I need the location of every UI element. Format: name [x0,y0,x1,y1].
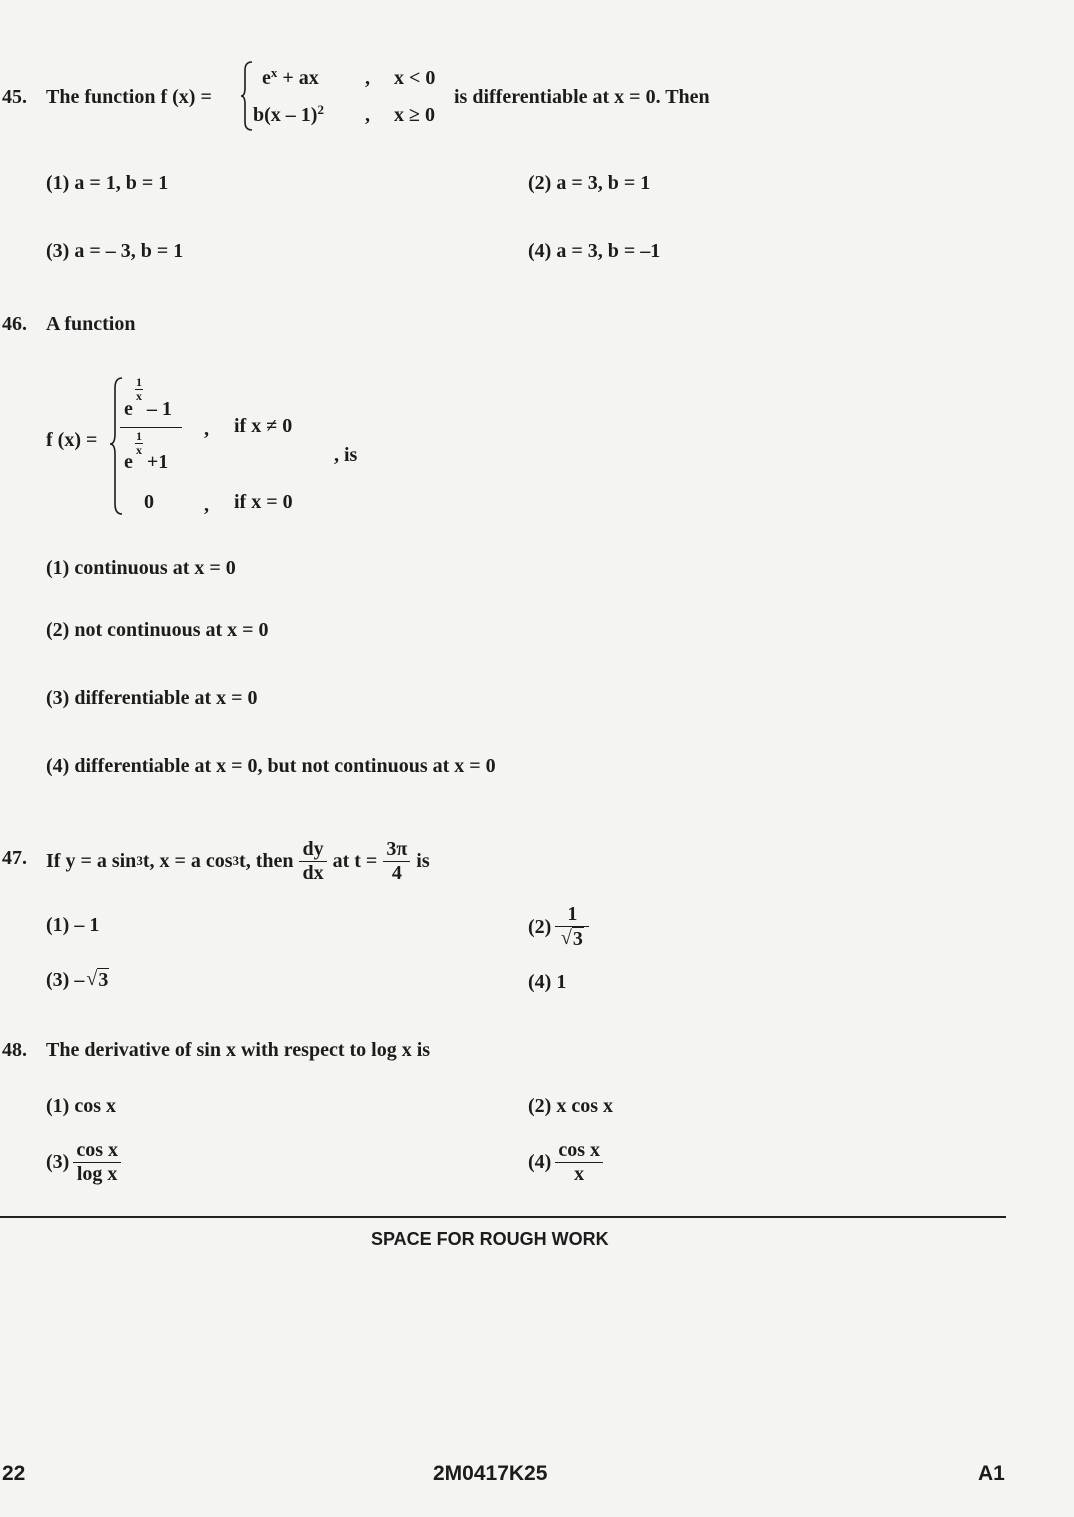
q46-case2-sep: , [204,494,209,516]
q46-den-exponent: 1 x [136,429,142,457]
q45-option-4[interactable]: (4) a = 3, b = –1 [528,240,661,262]
q45-brace [240,60,254,132]
q48-option-2[interactable]: (2) x cos x [528,1095,613,1117]
q45-case2-expr: b(x – 1)$^2$ [253,102,324,126]
rough-work-divider [0,1216,1006,1218]
page-number: 22 [2,1462,26,1485]
q46-fraction-bar [120,427,182,428]
q46-fx-label: f (x) = [46,429,98,451]
q45-case1-expr: $e^x$ + ax [262,65,319,89]
q47-number: 47. [2,847,27,869]
q45-lead: The function f (x) = [46,86,212,108]
q45-option-3[interactable]: (3) a = – 3, b = 1 [46,240,184,262]
q47-stem: If y = a sin 3 t, x = a cos 3 t, then $\frac{dy}{dx}$ at t = $\frac{3\pi}{4}$ is [46,837,430,884]
q47-option-2[interactable]: (2) 1 √ 3 [528,896,591,958]
q48-option-4[interactable]: (4) $\frac{\text{cos x}}{x}$ [528,1132,605,1192]
q46-option-1[interactable]: (1) continuous at x = 0 [46,557,236,579]
q48-stem: The derivative of sin x with respect to log x is [46,1039,431,1061]
q46-option-2[interactable]: (2) not continuous at x = 0 [46,619,269,641]
q47-option-1[interactable]: (1) – 1 [46,914,100,936]
q48-number: 48. [2,1039,27,1061]
q45-case1-cond: x < 0 [394,67,436,89]
q46-case2-val: 0 [144,491,154,513]
q47-option-4[interactable]: (4) 1 [528,971,567,993]
q46-num-exponent: 1 x [136,375,142,403]
version-code: A1 [978,1462,1005,1485]
booklet-code: 2M0417K25 [433,1462,548,1485]
rough-work-label: SPACE FOR ROUGH WORK [371,1229,609,1249]
q45-number: 45. [2,86,27,108]
q46-option-3[interactable]: (3) differentiable at x = 0 [46,687,258,709]
q46-case2-cond: if x = 0 [234,491,293,513]
q45-option-1[interactable]: (1) a = 1, b = 1 [46,172,169,194]
q48-option-3[interactable]: (3) $\frac{\text{cos x}}{\text{log x}}$ [46,1132,123,1192]
q47-dy-dx: $\frac{dy}{dx}$ [299,838,326,885]
q46-case1-cond: if x ≠ 0 [234,415,293,437]
q46-tail: , is [334,444,358,466]
q47-option-3[interactable]: (3) – √ 3 [46,968,109,991]
q46-number: 46. [2,313,27,335]
q46-option-4[interactable]: (4) differentiable at x = 0, but not continuous at x = 0 [46,755,496,777]
q45-option-2[interactable]: (2) a = 3, b = 1 [528,172,651,194]
q45-case1-sep: , [365,67,370,89]
q48-option-1[interactable]: (1) cos x [46,1095,116,1117]
q46-brace [108,376,124,516]
q45-case2-cond: x ≥ 0 [394,104,435,126]
q46-denominator: e +1 [124,451,169,473]
q45-tail: is differentiable at x = 0. Then [454,86,710,108]
q46-lead: A function [46,313,136,335]
q45-case2-sep: , [365,104,370,126]
q46-numerator: e – 1 [124,398,172,420]
q46-case1-sep: , [204,418,209,440]
q47-t-value: $\frac{3\pi}{4}$ [383,838,410,885]
